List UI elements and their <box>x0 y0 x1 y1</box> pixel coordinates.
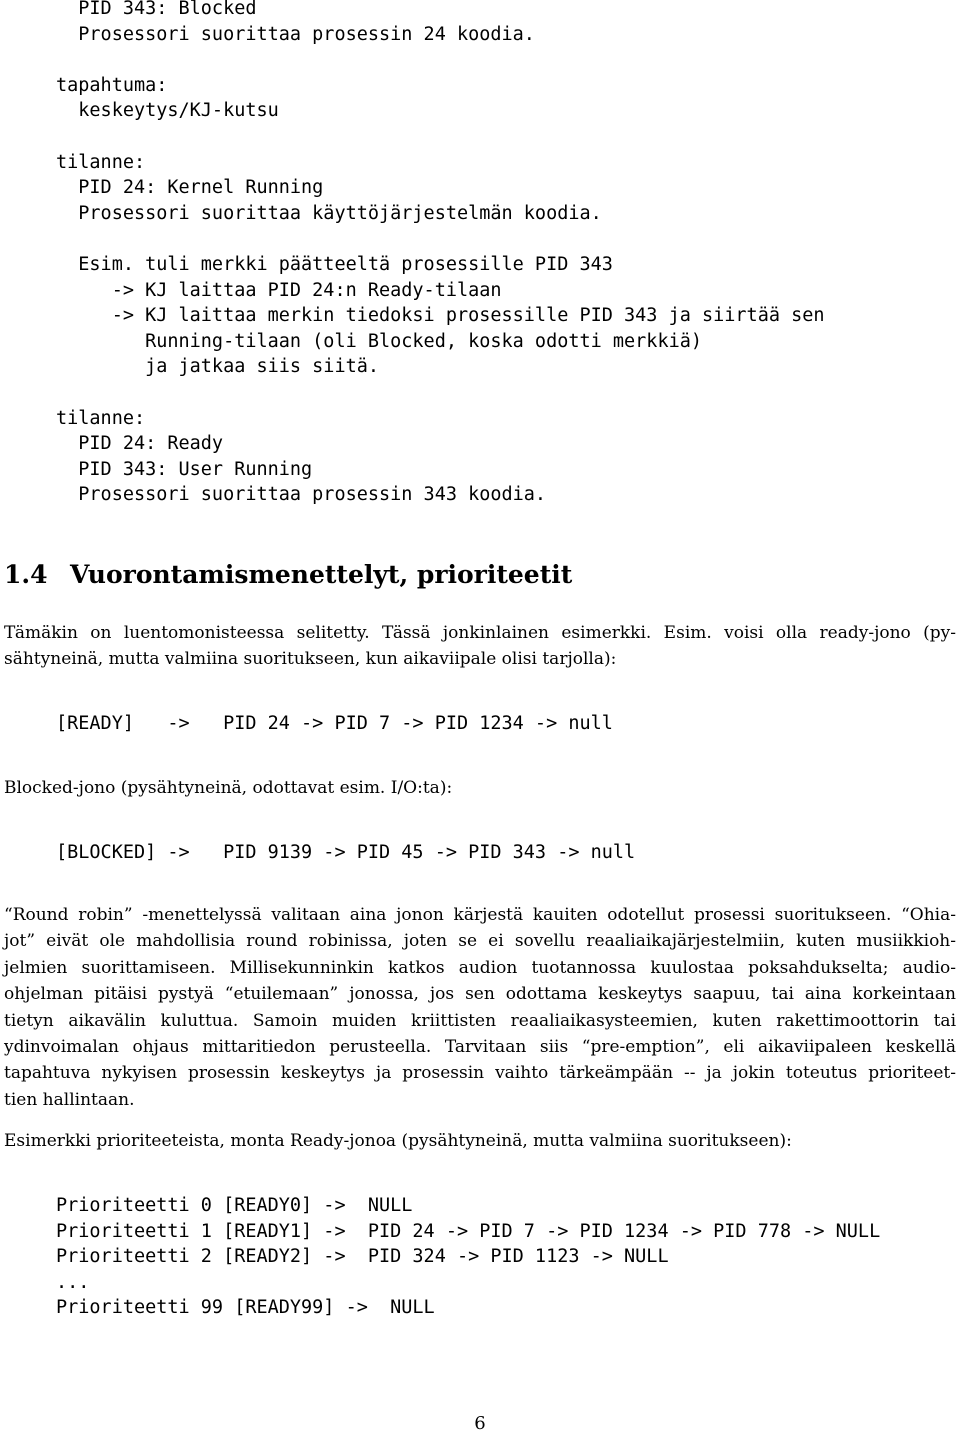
listing-line: -> KJ laittaa merkin tiedoksi prosessille PID 343 ja siirtää sen <box>56 305 825 327</box>
section-title: Vuorontamismenettelyt, prioriteetit <box>70 560 573 589</box>
page-number: 6 <box>474 1413 486 1434</box>
paragraph-line: ohjelman pitäisi pystyä “etuilemaan” jonossa, jos sen odottama keskeytys saapuu, tai aina korkeintaan <box>4 984 956 1005</box>
listing-line: tilanne: <box>56 151 146 173</box>
section-heading <box>4 560 572 590</box>
priority-line: ... <box>56 1271 90 1293</box>
blocked-intro <box>4 775 956 801</box>
paragraph-line: tien hallintaan. <box>4 1089 135 1110</box>
priority-line: Prioriteetti 1 [READY1] -> PID 24 -> PID 7 -> PID 1234 -> PID 778 -> NULL <box>56 1220 881 1242</box>
priority-line: Prioriteetti 0 [READY0] -> NULL <box>56 1195 413 1216</box>
paragraph-line: Esimerkki prioriteeteista, monta Ready-jonoa (pysähtyneinä, mutta valmiina suoritukseen): <box>4 1131 792 1151</box>
listing-line: PID 343: Blocked <box>56 0 257 19</box>
priority-intro <box>4 1128 956 1154</box>
listing-line: Esim. tuli merkki päätteeltä prosessille PID 343 <box>56 253 613 275</box>
listing-line: tilanne: <box>56 407 146 429</box>
listing-line: tapahtuma: <box>56 74 168 96</box>
blocked-queue-line: [BLOCKED] -> PID 9139 -> PID 45 -> PID 343 -> null <box>56 842 636 863</box>
listing-line: ja jatkaa siis siitä. <box>56 356 380 378</box>
section-number: 1.4 <box>4 560 48 589</box>
listing-line: PID 343: User Running <box>56 458 313 480</box>
paragraph-line: Blocked-jono (pysähtyneinä, odottavat esim. I/O:ta): <box>4 778 453 798</box>
listing-line: PID 24: Kernel Running <box>56 177 324 199</box>
paragraph-line: Tämäkin on luentomonisteessa selitetty. Tässä jonkinlainen esimerkki. Esim. voisi olla ready-jono (py- <box>4 623 956 643</box>
intro-paragraph <box>4 620 956 673</box>
round-robin-paragraph <box>4 902 956 1113</box>
listing-line: Prosessori suorittaa prosessin 24 koodia. <box>56 23 535 45</box>
paragraph-line: tietyn aikavälin kuluttua. Samoin muiden kriittisten reaaliaikasysteemien, kuten rakettimoottorin tai <box>4 1010 956 1031</box>
process-state-listing <box>56 0 825 508</box>
listing-line: Running-tilaan (oli Blocked, koska odotti merkkiä) <box>56 330 703 352</box>
priority-queue-listing <box>56 1193 880 1321</box>
blocked-queue-listing <box>56 840 635 866</box>
listing-line: -> KJ laittaa PID 24:n Ready-tilaan <box>56 279 502 301</box>
ready-queue-line: [READY] -> PID 24 -> PID 7 -> PID 1234 -> null <box>56 713 613 734</box>
priority-line: Prioriteetti 99 [READY99] -> NULL <box>56 1297 435 1319</box>
listing-line: PID 24: Ready <box>56 433 224 455</box>
listing-line: Prosessori suorittaa käyttöjärjestelmän koodia. <box>56 202 602 224</box>
paragraph-line: tapahtuva nykyisen prosessin keskeytys ja prosessin vaihto tärkeämpään -- ja jokin toteutus prioriteet- <box>4 1063 956 1084</box>
priority-line: Prioriteetti 2 [READY2] -> PID 324 -> PID 1123 -> NULL <box>56 1246 669 1268</box>
listing-line: keskeytys/KJ-kutsu <box>56 100 279 122</box>
paragraph-line: ydinvoimalan ohjaus mittaritiedon perusteella. Tarvitaan siis “pre-emption”, eli aikaviipaleen keskellä <box>4 1037 956 1058</box>
ready-queue-listing <box>56 711 613 737</box>
paragraph-line: “Round robin” -menettelyssä valitaan aina jonon kärjestä kauiten odotellut prosessi suoritukseen. “Ohia- <box>4 905 956 925</box>
paragraph-line: jelmien suorittamiseen. Millisekunninkin katkos audion tuotannossa kuulostaa poksahdukselta; audio- <box>4 957 956 978</box>
paragraph-line: jot” eivät ole mahdollisia round robinissa, joten se ei sovellu reaaliaikajärjestelmiin, kuten musiikkioh- <box>4 931 956 952</box>
paragraph-line: sähtyneinä, mutta valmiina suoritukseen, kun aikaviipale olisi tarjolla): <box>4 649 617 670</box>
listing-line: Prosessori suorittaa prosessin 343 koodia. <box>56 484 547 506</box>
